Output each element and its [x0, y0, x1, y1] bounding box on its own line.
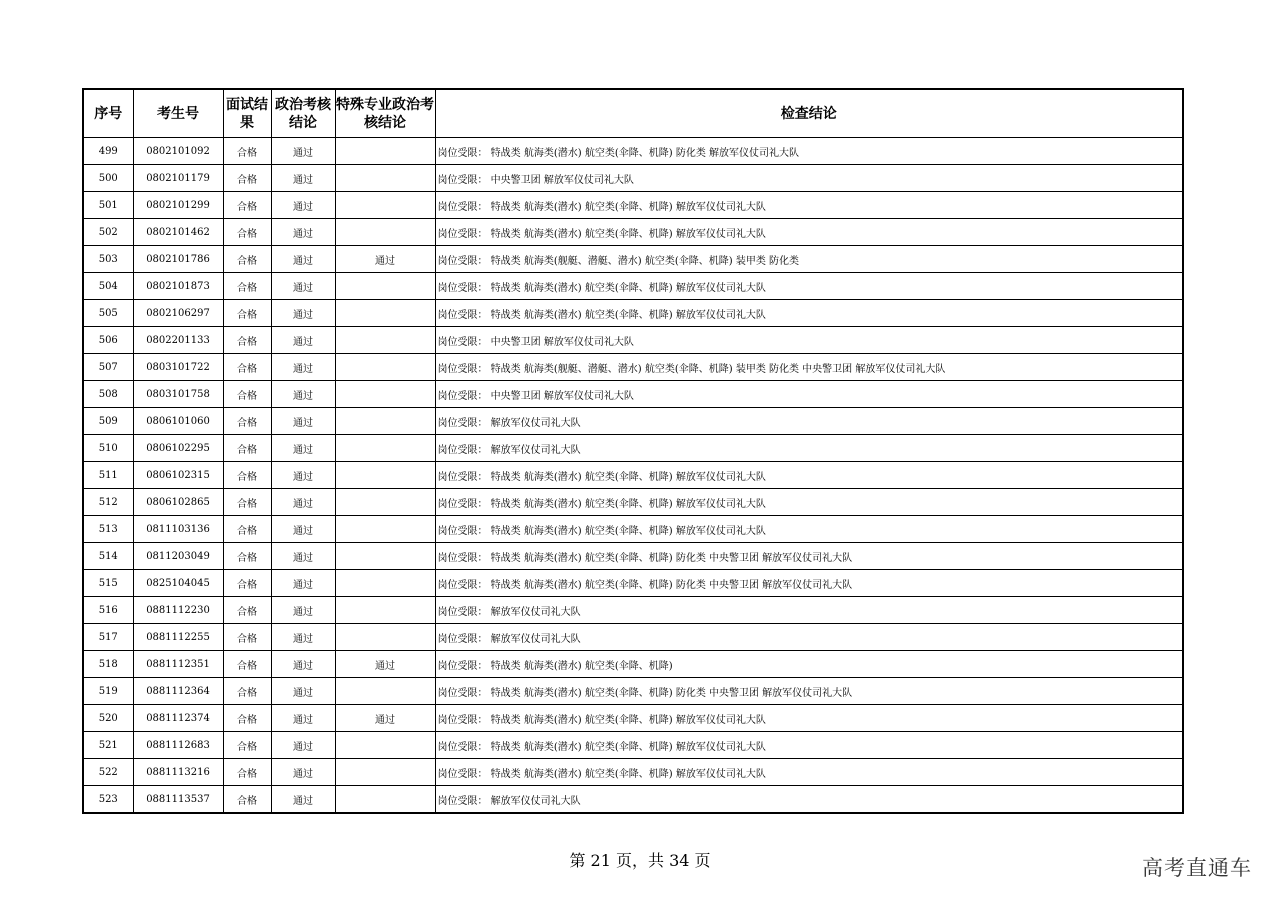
cell-check: 岗位受限： 特战类 航海类(潜水) 航空类(伞降、机降) 解放军仪仗司礼大队: [435, 705, 1183, 732]
cell-exam-no: 0802106297: [133, 300, 223, 327]
cell-special: [335, 354, 435, 381]
cell-seq: 500: [83, 165, 133, 192]
cell-exam-no: 0881112255: [133, 624, 223, 651]
cell-exam-no: 0881113216: [133, 759, 223, 786]
cell-check: 岗位受限： 解放军仪仗司礼大队: [435, 408, 1183, 435]
cell-political: 通过: [271, 354, 335, 381]
cell-interview: 合格: [223, 138, 271, 165]
cell-check: 岗位受限： 特战类 航海类(潜水) 航空类(伞降、机降) 解放军仪仗司礼大队: [435, 759, 1183, 786]
cell-seq: 515: [83, 570, 133, 597]
cell-check: 岗位受限： 解放军仪仗司礼大队: [435, 435, 1183, 462]
cell-special: [335, 462, 435, 489]
cell-political: 通过: [271, 732, 335, 759]
cell-check: 岗位受限： 特战类 航海类(潜水) 航空类(伞降、机降) 解放军仪仗司礼大队: [435, 462, 1183, 489]
table-row: [83, 192, 1183, 219]
cell-political: 通过: [271, 570, 335, 597]
header-political: 政治考核结论: [271, 89, 335, 138]
cell-political: 通过: [271, 435, 335, 462]
cell-seq: 507: [83, 354, 133, 381]
cell-seq: 508: [83, 381, 133, 408]
cell-political: 通过: [271, 651, 335, 678]
cell-exam-no: 0806101060: [133, 408, 223, 435]
cell-check: 岗位受限： 解放军仪仗司礼大队: [435, 597, 1183, 624]
header-special: 特殊专业政治考核结论: [335, 89, 435, 138]
cell-exam-no: 0802101462: [133, 219, 223, 246]
cell-special: [335, 570, 435, 597]
cell-political: 通过: [271, 624, 335, 651]
cell-exam-no: 0825104045: [133, 570, 223, 597]
cell-political: 通过: [271, 462, 335, 489]
cell-interview: 合格: [223, 192, 271, 219]
cell-interview: 合格: [223, 516, 271, 543]
cell-check: 岗位受限： 特战类 航海类(潜水) 航空类(伞降、机降) 解放军仪仗司礼大队: [435, 732, 1183, 759]
cell-political: 通过: [271, 408, 335, 435]
table-body: [83, 138, 1183, 814]
cell-political: 通过: [271, 786, 335, 814]
cell-check: 岗位受限： 特战类 航海类(舰艇、潜艇、潜水) 航空类(伞降、机降) 装甲类 防化类: [435, 246, 1183, 273]
cell-check: 岗位受限： 特战类 航海类(潜水) 航空类(伞降、机降) 解放军仪仗司礼大队: [435, 516, 1183, 543]
cell-exam-no: 0803101722: [133, 354, 223, 381]
table-row: [83, 381, 1183, 408]
cell-seq: 505: [83, 300, 133, 327]
cell-exam-no: 0811203049: [133, 543, 223, 570]
cell-interview: 合格: [223, 327, 271, 354]
cell-exam-no: 0802101873: [133, 273, 223, 300]
header-check: 检查结论: [435, 89, 1183, 138]
table-row: [83, 570, 1183, 597]
cell-seq: 514: [83, 543, 133, 570]
cell-exam-no: 0802201133: [133, 327, 223, 354]
cell-check: 岗位受限： 特战类 航海类(舰艇、潜艇、潜水) 航空类(伞降、机降) 装甲类 防化类 中央警卫团 解放军仪仗司礼大队: [435, 354, 1183, 381]
cell-seq: 519: [83, 678, 133, 705]
cell-check: 岗位受限： 解放军仪仗司礼大队: [435, 786, 1183, 814]
cell-political: 通过: [271, 138, 335, 165]
cell-special: [335, 138, 435, 165]
cell-special: [335, 786, 435, 814]
cell-exam-no: 0802101179: [133, 165, 223, 192]
cell-seq: 518: [83, 651, 133, 678]
cell-exam-no: 0802101299: [133, 192, 223, 219]
table-row: [83, 732, 1183, 759]
cell-exam-no: 0806102315: [133, 462, 223, 489]
table-row: [83, 273, 1183, 300]
cell-special: 通过: [335, 651, 435, 678]
table-row: [83, 786, 1183, 814]
cell-seq: 516: [83, 597, 133, 624]
cell-special: [335, 300, 435, 327]
cell-seq: 502: [83, 219, 133, 246]
cell-interview: 合格: [223, 705, 271, 732]
cell-interview: 合格: [223, 759, 271, 786]
cell-seq: 520: [83, 705, 133, 732]
cell-check: 岗位受限： 特战类 航海类(潜水) 航空类(伞降、机降) 防化类 中央警卫团 解放军仪仗司礼大队: [435, 570, 1183, 597]
cell-political: 通过: [271, 543, 335, 570]
table-row: [83, 624, 1183, 651]
cell-political: 通过: [271, 678, 335, 705]
cell-seq: 501: [83, 192, 133, 219]
cell-exam-no: 0881112351: [133, 651, 223, 678]
cell-check: 岗位受限： 特战类 航海类(潜水) 航空类(伞降、机降) 防化类 解放军仪仗司礼大队: [435, 138, 1183, 165]
cell-political: 通过: [271, 597, 335, 624]
cell-exam-no: 0881113537: [133, 786, 223, 814]
header-seq: 序号: [83, 89, 133, 138]
table-row: [83, 246, 1183, 273]
cell-seq: 523: [83, 786, 133, 814]
cell-interview: 合格: [223, 732, 271, 759]
cell-check: 岗位受限： 特战类 航海类(潜水) 航空类(伞降、机降) 防化类 中央警卫团 解放军仪仗司礼大队: [435, 543, 1183, 570]
cell-seq: 503: [83, 246, 133, 273]
watermark-text: 高考直通车: [1142, 856, 1252, 880]
table-row: [83, 435, 1183, 462]
cell-exam-no: 0811103136: [133, 516, 223, 543]
cell-interview: 合格: [223, 543, 271, 570]
cell-exam-no: 0881112374: [133, 705, 223, 732]
cell-seq: 517: [83, 624, 133, 651]
cell-special: [335, 732, 435, 759]
cell-special: [335, 543, 435, 570]
cell-interview: 合格: [223, 408, 271, 435]
cell-special: [335, 435, 435, 462]
table-row: [83, 138, 1183, 165]
header-exam-no: 考生号: [133, 89, 223, 138]
table-row: [83, 408, 1183, 435]
table-row: [83, 651, 1183, 678]
cell-interview: 合格: [223, 678, 271, 705]
cell-interview: 合格: [223, 570, 271, 597]
cell-special: [335, 192, 435, 219]
cell-seq: 506: [83, 327, 133, 354]
cell-seq: 499: [83, 138, 133, 165]
cell-interview: 合格: [223, 354, 271, 381]
cell-interview: 合格: [223, 300, 271, 327]
cell-exam-no: 0881112364: [133, 678, 223, 705]
cell-exam-no: 0806102865: [133, 489, 223, 516]
cell-check: 岗位受限： 中央警卫团 解放军仪仗司礼大队: [435, 381, 1183, 408]
cell-interview: 合格: [223, 435, 271, 462]
cell-interview: 合格: [223, 381, 271, 408]
cell-special: [335, 597, 435, 624]
cell-special: [335, 759, 435, 786]
cell-interview: 合格: [223, 651, 271, 678]
cell-political: 通过: [271, 246, 335, 273]
cell-special: 通过: [335, 246, 435, 273]
cell-check: 岗位受限： 中央警卫团 解放军仪仗司礼大队: [435, 165, 1183, 192]
cell-interview: 合格: [223, 597, 271, 624]
cell-special: [335, 516, 435, 543]
header-interview: 面试结果: [223, 89, 271, 138]
cell-special: [335, 165, 435, 192]
cell-exam-no: 0803101758: [133, 381, 223, 408]
cell-special: [335, 489, 435, 516]
table-row: [83, 489, 1183, 516]
cell-special: 通过: [335, 705, 435, 732]
cell-special: [335, 624, 435, 651]
cell-seq: 522: [83, 759, 133, 786]
cell-interview: 合格: [223, 462, 271, 489]
cell-interview: 合格: [223, 489, 271, 516]
cell-political: 通过: [271, 327, 335, 354]
cell-special: [335, 219, 435, 246]
cell-check: 岗位受限： 解放军仪仗司礼大队: [435, 624, 1183, 651]
cell-interview: 合格: [223, 786, 271, 814]
table-row: [83, 462, 1183, 489]
cell-check: 岗位受限： 中央警卫团 解放军仪仗司礼大队: [435, 327, 1183, 354]
cell-check: 岗位受限： 特战类 航海类(潜水) 航空类(伞降、机降) 解放军仪仗司礼大队: [435, 273, 1183, 300]
cell-special: [335, 408, 435, 435]
table-row: [83, 516, 1183, 543]
header-row: [83, 89, 1183, 138]
table-row: [83, 354, 1183, 381]
cell-check: 岗位受限： 特战类 航海类(潜水) 航空类(伞降、机降) 防化类 中央警卫团 解放军仪仗司礼大队: [435, 678, 1183, 705]
table-header: [83, 89, 1183, 138]
cell-check: 岗位受限： 特战类 航海类(潜水) 航空类(伞降、机降): [435, 651, 1183, 678]
cell-check: 岗位受限： 特战类 航海类(潜水) 航空类(伞降、机降) 解放军仪仗司礼大队: [435, 192, 1183, 219]
cell-interview: 合格: [223, 273, 271, 300]
table-row: [83, 165, 1183, 192]
table-row: [83, 300, 1183, 327]
cell-special: [335, 678, 435, 705]
cell-seq: 509: [83, 408, 133, 435]
cell-political: 通过: [271, 192, 335, 219]
table-row: [83, 705, 1183, 732]
cell-political: 通过: [271, 273, 335, 300]
table-row: [83, 327, 1183, 354]
cell-seq: 510: [83, 435, 133, 462]
cell-interview: 合格: [223, 624, 271, 651]
cell-interview: 合格: [223, 246, 271, 273]
cell-special: [335, 273, 435, 300]
cell-political: 通过: [271, 489, 335, 516]
page-number: 第 21 页，共 34 页: [569, 851, 711, 870]
cell-political: 通过: [271, 300, 335, 327]
cell-check: 岗位受限： 特战类 航海类(潜水) 航空类(伞降、机降) 解放军仪仗司礼大队: [435, 219, 1183, 246]
table-row: [83, 543, 1183, 570]
cell-check: 岗位受限： 特战类 航海类(潜水) 航空类(伞降、机降) 解放军仪仗司礼大队: [435, 300, 1183, 327]
cell-seq: 513: [83, 516, 133, 543]
table-row: [83, 219, 1183, 246]
table-row: [83, 678, 1183, 705]
cell-seq: 512: [83, 489, 133, 516]
cell-special: [335, 327, 435, 354]
table-row: [83, 759, 1183, 786]
cell-political: 通过: [271, 705, 335, 732]
cell-seq: 504: [83, 273, 133, 300]
cell-political: 通过: [271, 516, 335, 543]
cell-political: 通过: [271, 219, 335, 246]
cell-interview: 合格: [223, 219, 271, 246]
cell-political: 通过: [271, 759, 335, 786]
cell-interview: 合格: [223, 165, 271, 192]
cell-exam-no: 0802101786: [133, 246, 223, 273]
cell-special: [335, 381, 435, 408]
cell-exam-no: 0802101092: [133, 138, 223, 165]
cell-exam-no: 0881112683: [133, 732, 223, 759]
cell-exam-no: 0881112230: [133, 597, 223, 624]
cell-check: 岗位受限： 特战类 航海类(潜水) 航空类(伞降、机降) 解放军仪仗司礼大队: [435, 489, 1183, 516]
cell-seq: 521: [83, 732, 133, 759]
cell-seq: 511: [83, 462, 133, 489]
cell-political: 通过: [271, 381, 335, 408]
table-row: [83, 597, 1183, 624]
cell-exam-no: 0806102295: [133, 435, 223, 462]
results-table: [82, 88, 1184, 814]
cell-political: 通过: [271, 165, 335, 192]
